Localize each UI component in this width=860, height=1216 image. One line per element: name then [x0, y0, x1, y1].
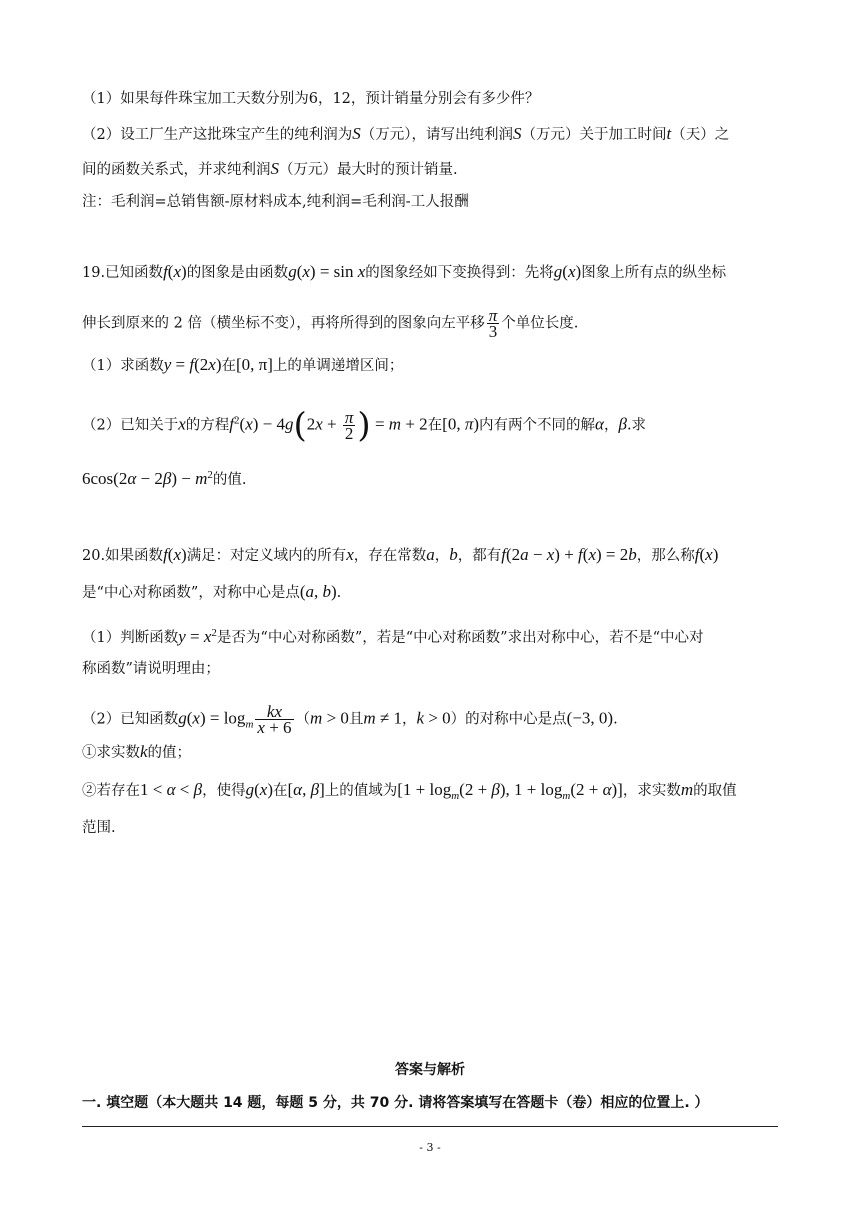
q20-part1: （1）判断函数$y = x^2$是否为“中心对称函数”，若是“中心对称函数”求出对称中心，若不是“中心对: [82, 626, 704, 646]
q20-stem-cont: 是“中心对称函数”，对称中心是点(a, b).: [82, 582, 342, 601]
q20-stem: 20.如果函数f(x)满足：对定义域内的所有x，存在常数a，b，都有f(2a − x) + f(x) = 2b，那么称f(x): [82, 545, 719, 564]
q18-part2: （2）设工厂生产这批珠宝产生的纯利润为S（万元），请写出纯利润S（万元）关于加工时间t（天）之: [82, 124, 730, 143]
q20-sub2-cont: 范围.: [82, 820, 116, 836]
q20-part2: （2）已知函数$g(x) = \log_m$ $\frac{kx}{x + 6}$ （m > 0且m ≠ 1，k > 0）的对称中心是点(−3, 0).: [82, 702, 618, 737]
page-number: - 3 -: [419, 1141, 441, 1154]
q19-stem-cont: 伸长到原来的 2 倍（横坐标不变），再将所得到的图象向左平移 $\frac{\pi}{3}$ 个单位长度.: [82, 306, 579, 341]
q20-sub1: ①求实数k的值；: [82, 742, 192, 761]
q20-sub2: ②若存在1 < α < β，使得g(x)在[α, β]上的值域为[$1 + \log_m(2 + \beta)$, $1 + \log_m(2 + \alpha)$]，求实数m的取值: [82, 780, 737, 802]
q19-part2: （2）已知关于x的方程$f^2(x) - 4g(2x$ + $\frac{\pi}{2}$ ) = m + 2在[0, π)内有两个不同的解α，β.求: [82, 405, 647, 446]
footer-divider: [82, 1126, 778, 1127]
answers-title: 答案与解析: [395, 1062, 465, 1078]
q20-part1-cont: 称函数”请说明理由；: [82, 661, 220, 677]
pi-over-3-fraction: $\frac{\pi}{3}$: [488, 306, 498, 341]
q19-part2-cont: $6\cos(2\alpha - 2\beta) - m^2$的值.: [82, 468, 247, 488]
answers-section-heading: 一. 填空题（本大题共 14 题，每题 5 分，共 70 分. 请将答案填写在答题卡（卷）相应的位置上. ）: [82, 1095, 709, 1111]
q18-part2-cont: 间的函数关系式，并求纯利润S（万元）最大时的预计销量.: [82, 159, 458, 178]
q19-part1: （1）求函数y = f(2x)在[0, π]上的单调递增区间；: [82, 355, 404, 374]
q18-note: 注：毛利润=总销售额-原材料成本,纯利润=毛利润-工人报酬: [82, 194, 469, 210]
q18-part1: （1）如果每件珠宝加工天数分别为6，12，预计销量分别会有多少件？: [82, 91, 540, 107]
q19-stem: 19.已知函数f(x)的图象是由函数g(x) = sin x的图象经如下变换得到：先将g(x)图象上所有点的纵坐标: [82, 262, 727, 281]
